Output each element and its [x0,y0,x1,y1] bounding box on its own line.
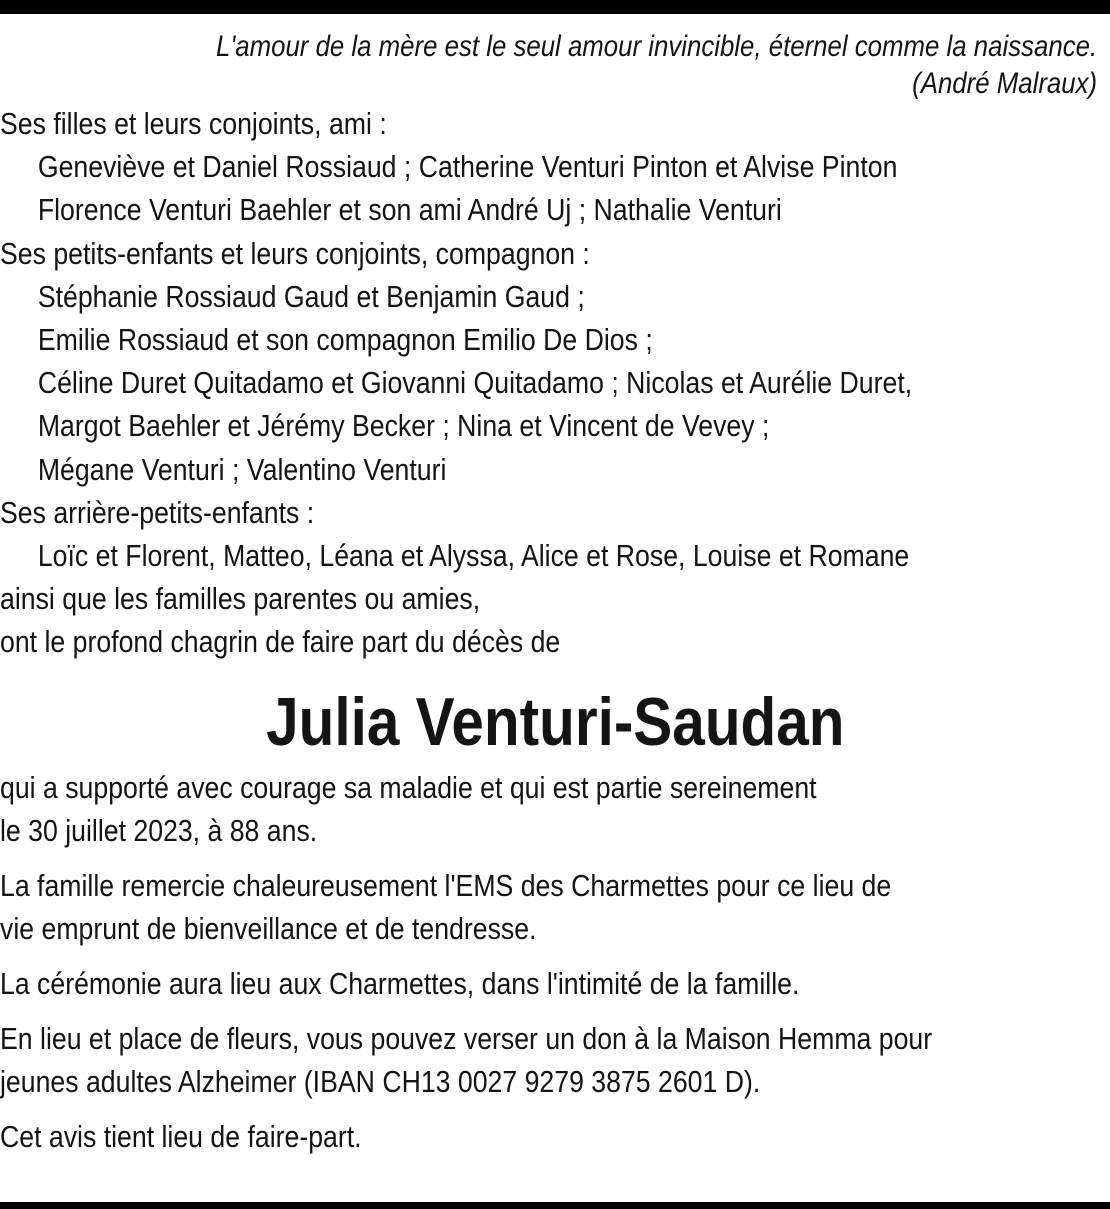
quote-author: (André Malraux) [912,67,1098,100]
notice-paragraphs [0,766,1110,1158]
bottom-border-rule [0,1202,1110,1209]
family-group-heading: ainsi que les familles parentes ou amies, [0,581,481,617]
notice-paragraph [0,1115,1110,1158]
deceased-name-text: Julia Venturi-Saudan [265,683,845,760]
family-group-heading: Ses arrière-petits-enfants : [0,494,315,530]
family-list [0,102,1110,664]
top-border-rule [0,0,1110,14]
family-member-line: Mégane Venturi ; Valentino Venturi [37,451,447,487]
family-member-line: Florence Venturi Baehler et son ami André Uj ; Nathalie Venturi [37,192,782,228]
family-group-heading: Ses petits-enfants et leurs conjoints, compagnon : [0,235,590,271]
paragraph-line: La cérémonie aura lieu aux Charmettes, dans l'intimité de la famille. [0,965,800,1001]
notice-paragraph [0,864,1110,950]
obituary-notice [0,28,1110,1158]
deceased-name [0,684,1110,760]
paragraph-line: En lieu et place de fleurs, vous pouvez verser un don à la Maison Hemma pour [0,1020,933,1056]
family-member-line: Céline Duret Quitadamo et Giovanni Quitadamo ; Nicolas et Aurélie Duret, [37,365,913,401]
paragraph-line: vie emprunt de bienveillance et de tendresse. [0,910,537,946]
paragraph-line: Cet avis tient lieu de faire-part. [0,1118,362,1154]
family-member-line: Loïc et Florent, Matteo, Léana et Alyssa, Alice et Rose, Louise et Romane [37,538,910,574]
family-member-line: Geneviève et Daniel Rossiaud ; Catherine Venturi Pinton et Alvise Pinton [37,149,898,185]
family-member-line: Stéphanie Rossiaud Gaud et Benjamin Gaud ; [37,278,585,314]
family-group-heading: ont le profond chagrin de faire part du décès de [0,624,561,660]
paragraph-line: jeunes adultes Alzheimer (IBAN CH13 0027 9279 3875 2601 D). [0,1063,761,1099]
paragraph-line: La famille remercie chaleureusement l'EMS des Charmettes pour ce lieu de [0,867,892,903]
quote-text: L'amour de la mère est le seul amour invincible, éternel comme la naissance. [215,30,1098,63]
family-member-line: Margot Baehler et Jérémy Becker ; Nina et Vincent de Vevey ; [37,408,770,444]
notice-paragraph [0,962,1110,1005]
family-member-line: Emilie Rossiaud et son compagnon Emilio De Dios ; [37,322,653,358]
notice-paragraph [0,1017,1110,1103]
epigraph-quote [0,28,1104,102]
paragraph-line: qui a supporté avec courage sa maladie et qui est partie sereinement [0,769,817,805]
notice-paragraph [0,766,1110,852]
paragraph-line: le 30 juillet 2023, à 88 ans. [0,812,318,848]
family-group-heading: Ses filles et leurs conjoints, ami : [0,106,387,141]
